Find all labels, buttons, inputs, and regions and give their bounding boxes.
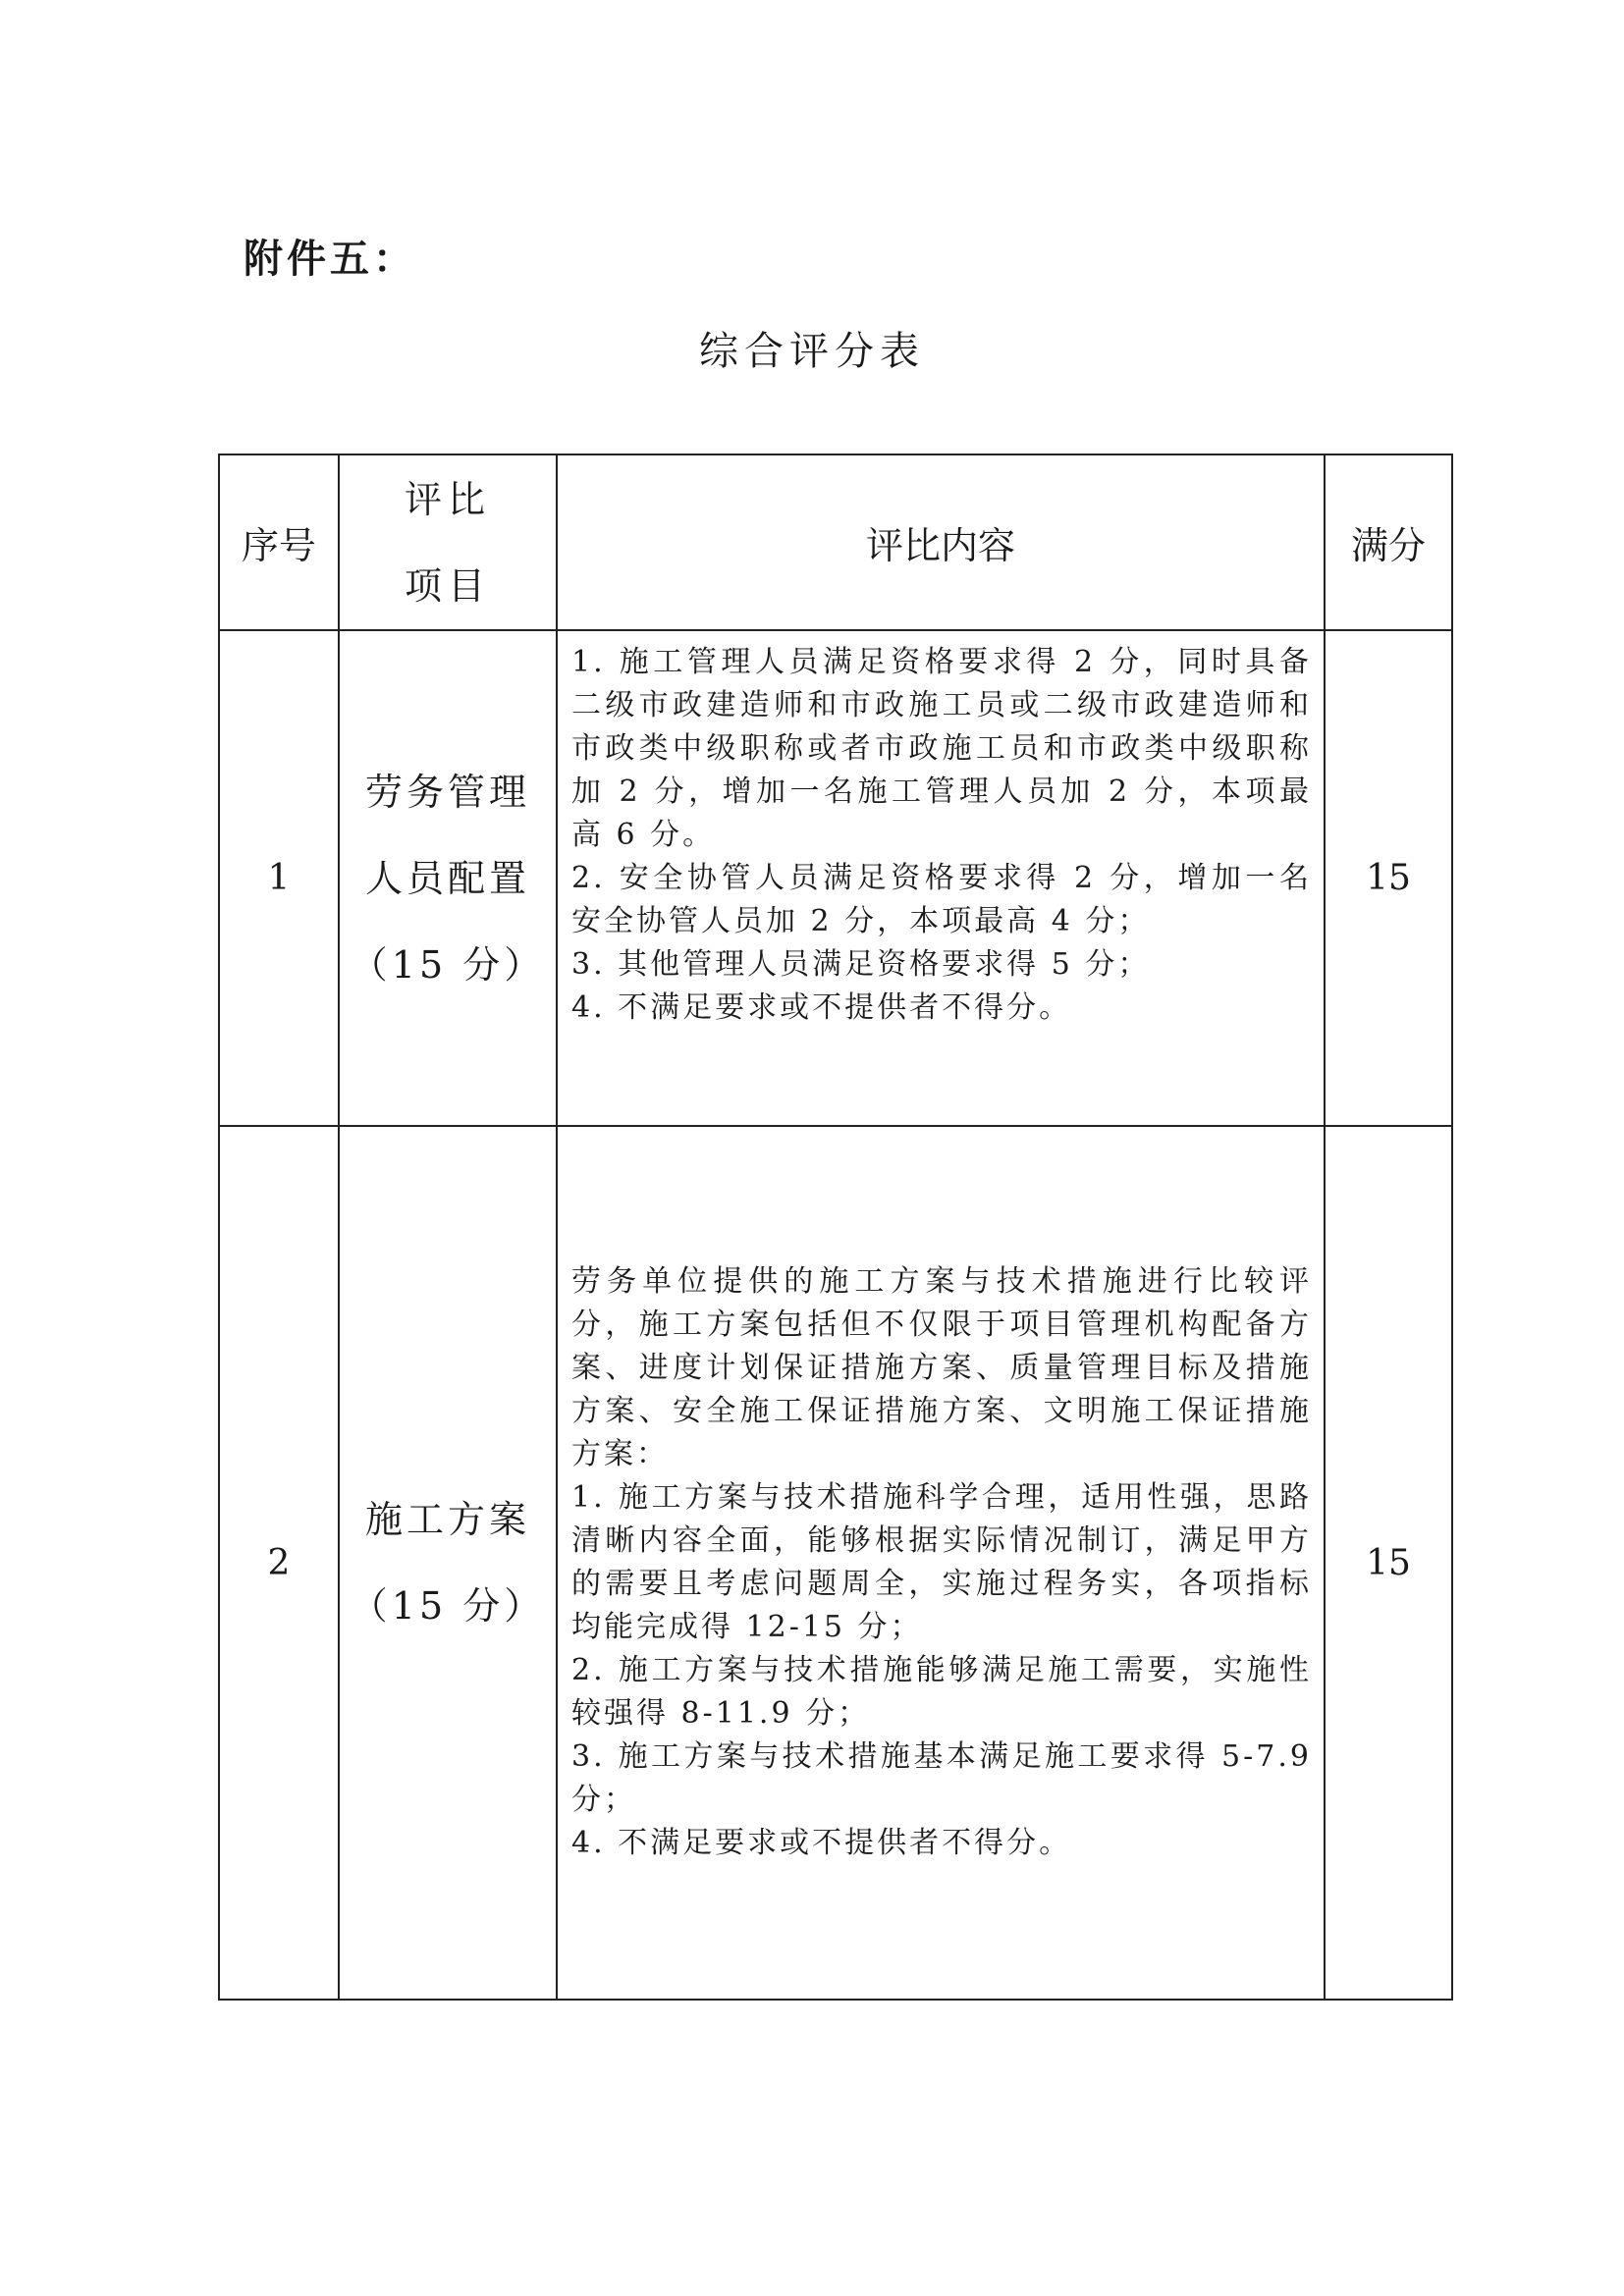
table-header-row: [219, 454, 1452, 630]
header-content: 评比内容: [557, 454, 1325, 630]
header-score: 满分: [1325, 454, 1452, 630]
row-item-line3: （15 分）: [350, 942, 546, 987]
content-paragraph: 劳务单位提供的施工方案与技术措施进行比较评分，施工方案包括但不仅限于项目管理机构配备方案、进度计划保证措施方案、质量管理目标及措施方案、安全施工保证措施方案、文明施工保证措施方案：: [571, 1264, 1312, 1471]
content-paragraph: 2. 安全协管人员满足资格要求得 2 分，增加一名安全协管人员加 2 分，本项最高 4 分；: [571, 861, 1312, 938]
content-paragraph: 3. 施工方案与技术措施基本满足施工要求得 5-7.9 分；: [571, 1739, 1312, 1817]
table-row: [219, 630, 1452, 1126]
attachment-label: 附件五：: [244, 237, 416, 282]
row-item-line1: 劳务管理: [364, 770, 530, 814]
row-seq: 2: [219, 1126, 339, 2000]
content-paragraph: 2. 施工方案与技术措施能够满足施工需要，实施性较强得 8-11.9 分；: [571, 1653, 1312, 1731]
scoring-table: [218, 454, 1453, 2001]
row-seq: 1: [219, 630, 339, 1126]
row-item-line2: （15 分）: [350, 1584, 546, 1628]
content-paragraph: 1. 施工管理人员满足资格要求得 2 分，同时具备二级市政建造师和市政施工员或二级市政建造师和市政类中级职称或者市政施工员和市政类中级职称加 2 分，增加一名施工管理人员加 2 分，本项最高 6 分。: [571, 645, 1312, 852]
row-item-line1: 施工方案: [364, 1498, 530, 1541]
row-content: [557, 1126, 1325, 2000]
row-score: 15: [1325, 1126, 1452, 2000]
header-item-line2: 项目: [404, 563, 491, 608]
content-paragraph: 4. 不满足要求或不提供者不得分。: [571, 1826, 1072, 1860]
content-paragraph: 1. 施工方案与技术措施科学合理，适用性强，思路清晰内容全面，能够根据实际情况制订，满足甲方的需要且考虑问题周全，实施过程务实，各项指标均能完成得 12-15 分；: [571, 1480, 1312, 1644]
header-item-line1: 评比: [404, 477, 491, 521]
row-item: [339, 630, 557, 1126]
content-paragraph: 3. 其他管理人员满足资格要求得 5 分；: [571, 947, 1151, 982]
header-item: [339, 454, 557, 630]
header-seq: 序号: [219, 454, 339, 630]
row-score: 15: [1325, 630, 1452, 1126]
page-title: 综合评分表: [699, 329, 925, 374]
table-row: [219, 1126, 1452, 2000]
content-paragraph: 4. 不满足要求或不提供者不得分。: [571, 990, 1072, 1025]
row-item: [339, 1126, 557, 2000]
row-item-line2: 人员配置: [364, 856, 530, 900]
row-content: [557, 630, 1325, 1126]
